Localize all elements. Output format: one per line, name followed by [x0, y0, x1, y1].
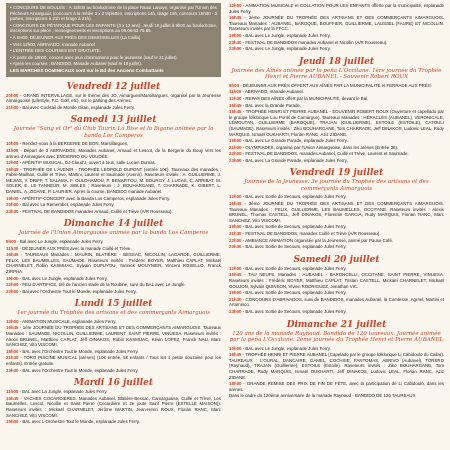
event-description: - FESTIVAL DE BANDIDOS, manades Aubanel, Cuillé et Trève, Laurent et Saumade.	[241, 151, 409, 157]
info-line	[10, 35, 217, 41]
event-description: - TROPHÉE HENRI ET PIERRE AUBANEL (Capelado par le groupe folklorique Li Cabidoulo du Cailar). TAUREAUX : L'OURAL, DANCAIRE, GAMEL, COCHISE, FANTOMAS, ABRIVO (Aubanel), TORERO (Raynaud), TRAJAN (Guillierme), ESTOILE (Estoile). Raseteurs invités : Ziko BOUHARGANE, Tom CHARRADE, Rudy MARQUIS, Ismaël OUKHARTI, Jeff DINAKOS, Ludovic LEAL, Florian RANC, Aziz ZIDANE.	[229, 352, 444, 380]
day-heading: Dimanche 14 juillet	[63, 219, 164, 230]
event-time: 21h00	[6, 104, 19, 110]
event-time: 19h00	[6, 195, 19, 201]
info-text: • Vers 12h00, ABRIVADO, manade Aubanel	[10, 41, 95, 47]
event-item	[6, 196, 221, 202]
event-item	[6, 276, 221, 282]
day-heading: Mardi 16 juillet	[74, 378, 153, 389]
event-time: 16h45	[229, 15, 242, 21]
event-description: - BAL avec Sortie de Secours, esplanade Jules Ferry.	[241, 224, 347, 230]
day-subtitle: 120 ans de la manade Raynaud. Bandido de 120 taureaux. Journée animée par la peña L'Occitane. 2ème journée du Trophée Henri et Pierre AUBANEL	[229, 330, 444, 344]
event-description: - FESTIVAL DE BANDIDOS manades Aubanel et Nicollin (A/R Rousseau).	[241, 39, 388, 45]
event-item	[6, 419, 221, 425]
event-time: 16h45	[229, 352, 242, 358]
event-item	[229, 46, 444, 52]
event-description: - BAL avec Sortie de Secours, esplanade Jules Ferry.	[241, 290, 347, 296]
event-time: 21h30	[6, 355, 19, 361]
day-heading: Lundi 15 juillet	[74, 299, 153, 310]
event-time: 19h00	[6, 419, 19, 425]
info-text: • À partir de 18h00, concert avec jeux d'animations pour le jeunesse (sauf le 21 juillet).	[10, 54, 178, 60]
event-description: - 2ème JOURNÉE DU TROPHÉE DES ARTISANS ET DES COMMERÇANTS AIMARGUOIS. Taureaux Manades : AUBANEL, BAROQUE, BOUFFIER, GUILLIERME, LAUSSEL (FAURE) ET NICOLLIN. Raseteurs invités par la FFCC.	[229, 15, 444, 32]
event-description: - BAL avec La Jungle, esplanade Jules Ferry.	[18, 389, 108, 395]
event-description: - GRANDE REMISE DES PRIX DE FIN DE FÊTE, avec la participation de Li Cabidoulo, dans les arènes.	[229, 381, 444, 392]
event-time: 21h30	[229, 231, 242, 237]
event-description: - BAL avec L'Orchestre Tout le Monde, esplanade Jules Ferry.	[18, 419, 141, 425]
event-description: - TORO PISCINE MUSICAL (arènes) (10€ entrée, 5€ enfants / Tous les 1 petite douzaine pour les enfants). Entrée gratuite.	[6, 355, 221, 366]
event-item	[229, 201, 444, 223]
day-heading: Samedi 13 juillet	[70, 115, 157, 126]
event-item	[229, 40, 444, 46]
event-item	[229, 194, 444, 200]
event-item	[229, 83, 444, 89]
event-description: - DÉJEUNER AUX PRÉS avec la manade Cuillé et Trève.	[18, 245, 132, 251]
event-description: - TROPHÉE DE L'AVENIR - TROPHÉE LEOPOLD DUPONT (entrée 10€). Taureaux des manades : Fabre-Mailhan, Cuillé et Trève, Martini, Laurent et Saumade (Avenir). Raseteurs invités : A. GUILLIERME, J. MEJIAS, Y. DRIFF, T. SALAMA, F. OULDHAMOU, P. BENAFITOU, M. BOURGY, J. LUCAS, C. ARRIBAT, M. SOLER, E. LE TANNEUR, M. SIBLES ; Raseteurs : J. BOUHARGANE, T. CHARRADE, K. GIBERT, L. DANIEL, A. ZIDANE, P. LAURIER. Après la course, BANDIDO manade Aubanel.	[6, 166, 221, 195]
event-description: - VACHES COCARDIERES. Manades Aubanel, Blatière-Bessac, Camarguaise, Cuillé et Trève, Les Baumelles, Lescot, Nicollin et Saint Pierre (Cocardière et 2e joute Saint Pierre (ESTELLE MAISON)). Raseteurs invités : Mickaël CHARNELET, Jérôme MARTIN, Jean-Henri ROUX, Florian RANC, Marc SANCHEZ, Vito VISCOMI.	[6, 395, 221, 418]
event-time: 23h00	[229, 46, 242, 52]
event-description: - BAL avec Sortie de Secours, esplanade Jules Ferry.	[241, 244, 347, 250]
program-column-left	[6, 3, 221, 450]
event-description: - TAUREAUX Manades : MAURIN, BLATIÈRE - BESSAC, NICOLLIN, LAGARDE, GUILLIERME, FELIX, LES BAUMELLES, SAUMADE. Raseteurs invités : Frédéric BOYER, Matthieu CAPLAT, Mickaël CHARNELET, Robin KASMIJAC, Sylvain DUPUYOU, Yannick MOUYNIER, Vincent ROSELLO, Franck ZIRPHA.	[6, 252, 221, 274]
event-time: 20h00	[6, 202, 19, 208]
event-time: 23h30	[6, 367, 19, 373]
info-box	[6, 3, 221, 77]
info-text: • CONCOURS DE BOULES : À 15h00 au boulodrome de la place Raoul Lanoye, organisé par l'Union des Pêcheurs Aimarguois (concours à la mêlée 3 x 2 triplettes, inscriptions 14h, tirage 15h, concours 15h30 - 3 parties, inscriptions à 21h et tirage à 21h).	[10, 5, 217, 22]
info-line	[10, 48, 217, 54]
info-text: • À 9H00, DÉJEUNER AUX PRÉS DES DEMOISELLES (La Cailla)	[10, 34, 141, 40]
event-time: 23h30	[229, 39, 242, 45]
event-time: 12h00	[6, 318, 19, 324]
event-item	[6, 105, 221, 111]
event-time: 10h00	[229, 345, 242, 351]
event-time: 11h00	[6, 389, 19, 395]
event-item	[6, 160, 221, 166]
event-item	[229, 346, 444, 352]
event-time: 12h30	[229, 95, 242, 101]
event-time: 23h30	[229, 244, 242, 250]
event-time: 23h30	[6, 208, 19, 214]
event-time: 9h00	[229, 82, 240, 88]
event-item	[6, 289, 221, 295]
event-item	[6, 389, 221, 395]
event-item	[6, 325, 221, 347]
event-time: 18h00	[229, 381, 242, 387]
event-item	[229, 224, 444, 230]
event-item	[229, 145, 444, 151]
event-description: - BAL avec l'Orchestre Tout le Monde, esplanade Jules Ferry.	[18, 367, 139, 373]
event-time: 16h45	[229, 272, 242, 278]
event-time: 19h00	[229, 290, 242, 296]
event-item	[229, 109, 444, 137]
event-item	[6, 93, 221, 104]
event-item	[6, 202, 221, 208]
event-item	[229, 3, 444, 14]
event-time: 22h00	[6, 282, 19, 288]
event-description: - REPAS DES AÎNÉS offert par la MUNICIPALITÉ, devant le Bal.	[241, 95, 369, 101]
event-time: 12h00	[229, 194, 242, 200]
event-description: - ANIMATION MUSICALE et COLLATION POUR LES ENFANTS offerte par la municipalité, esplanade Jules Ferry.	[229, 3, 444, 14]
event-time: 10h00	[6, 141, 19, 147]
event-item	[229, 266, 444, 272]
event-description: - Départ de 3 ABRIVADOS, Manades Aubanel, Arnaud et Lescot, de la Bergerie du Bouy vers les arènes d'Aimargues avec ENCIERRO OU VOUDÉE.	[6, 147, 221, 159]
event-item	[6, 239, 221, 245]
event-description: - Bal avec La Remember, esplanade Jules Ferry.	[18, 202, 115, 208]
day-subtitle: Journée des Aînés animée par la peña L'Occitane. 1ère journée du Trophée Henri et Pierre AUBANEL - Souvenir Robert ROUX	[231, 67, 442, 81]
event-item	[229, 238, 444, 244]
event-item	[6, 355, 221, 366]
event-time: 16h45	[229, 109, 242, 115]
event-description: - TROPHÉE HENRI ET PIERRE AUBANEL - SOUVENIR ROBERT ROUX (Ouverture et capellado par le groupe folklorique Lou Pontil de Camargue). Taureaux Manades : HÉRACLÈS (AUBANEL), VERONICALE, LÉMOUTAN, GUILLIERME (BAROQUE), TRAJAN (GUILLIERME), ESTOILE (ESTOILE), CATOULI (SAUMADE). Raseteurs invités : Ziko BOUHARGANE, Tom CHARRADE, Jeff DINAKOS, Ludovic LEAL, Rudy MARQUIS, Ismaël OUKHARTI, Florian RANC, Aziz ZIDANE.	[229, 109, 444, 137]
event-description: - BAL avec Le Jungle, esplanade Jules Ferry.	[241, 32, 331, 38]
event-item	[6, 246, 221, 252]
event-description: - FEU D'ARTIFICE, tiré de l'ancien stade de la Roubine, suivi du BAL avec Le Jungle.	[18, 282, 186, 288]
event-description: - 1ère JOURNÉE DU TROPHÉE DES ARTISANS ET DES COMMERÇANTS AIMARGUOIS. Taureaux Manades : SAUMADE, NICOLLIN, GUILLIERME, LAURENT, SAINT PIERRE, VINUESA. Raseteurs invités : Alexis BRUNEL, Matthieu CAPLAT, Jeff DINAKOS, Robin KASMIJAC, Kévin LOPEZ, Franck NAU, Marc SANCHEZ, Vito VISCOMI.	[6, 325, 221, 348]
event-item	[6, 282, 221, 288]
event-time: 16h45	[229, 201, 242, 207]
info-text: • Après les courses : BANDIDO, Manade Aubanel (sauf le 18 juillet).	[10, 61, 143, 67]
day-heading: Dimanche 21 juillet	[286, 319, 387, 330]
event-item	[6, 167, 221, 195]
day-heading: Samedi 20 juillet	[293, 254, 380, 265]
event-item	[229, 352, 444, 380]
info-line	[10, 55, 217, 61]
event-time: 11h00	[229, 89, 242, 95]
event-description: - BAL avec Sortie de Secours, esplanade Jules Ferry.	[241, 308, 347, 314]
event-description: - ANIMATION MUSICALE, esplanade Jules Ferry.	[18, 318, 117, 324]
event-description: - BAL avec Le Jungle, esplanade Jules Ferry.	[18, 275, 108, 281]
info-line	[10, 23, 217, 34]
day-subtitle: Journée de l'Union Aimarguoise animée par la banda Los Camperos	[18, 230, 209, 237]
event-item	[229, 244, 444, 250]
event-description: - FESTIVAL DE BANDIDOS manades Arnaud, Cuillé et Trève (A/R Rousseau).	[18, 208, 173, 214]
day-subtitle: 1er journée du Trophée des artisans et des commerçants Aimarguois	[16, 310, 211, 317]
event-time: 19h00	[229, 138, 242, 144]
event-item	[6, 319, 221, 325]
event-description: - BAL avec Sortie de Secours, esplanade Jules Ferry.	[241, 194, 347, 200]
event-description: - Bal avec Cocktail de Monde Gitan, esplanade Jules Ferry.	[18, 104, 136, 110]
info-text: • L'ENTRÉE DES COURSES EST GRATUITE.	[10, 48, 102, 54]
event-time: 22h00	[229, 237, 242, 243]
event-item	[229, 290, 444, 296]
event-description: - BAL avec Le Jungle, esplanade Jules Ferry.	[241, 345, 331, 351]
info-text: • CONCOURS DE PÉTANQUE POUR LES ENFANTS (3 x 12 ans). Jeudi 18 juillet à 9h00 au boulodrome, inscriptions sur place ; renseignements et inscriptions au 06.06.52.76.85.	[10, 22, 217, 34]
event-description: - APÉRITIF-CONCERT avec la Banda Los Camperos, esplanade Jules Ferry.	[18, 195, 171, 201]
event-description: - Bal avec l'Orchestre Tout le Monde, esplanade Jules Ferry.	[18, 288, 137, 294]
program-column-right	[229, 3, 444, 450]
event-item	[6, 148, 221, 159]
event-time: 19h00	[6, 275, 19, 281]
event-time: 16h45	[6, 166, 19, 172]
event-description: - DÉJEUNER AUX PRÉS OFFERT AUX AÎNÉS PAR LA MUNICIPALITÉ et FERRADE AUX PRÉS.	[239, 82, 432, 88]
day-heading: Jeudi 18 juillet	[299, 56, 374, 67]
event-item	[229, 15, 444, 32]
info-text: LES MARCHÉS DOMINICAUX sont sur le Bd des Anciens Combattants	[10, 67, 164, 73]
event-time: 12h00	[6, 160, 19, 166]
event-description: - BAL avec Le Jungle, esplanade Jules Ferry.	[241, 46, 331, 52]
event-item	[229, 231, 444, 237]
event-description: - AMBIANCE ANIMATION organisée par la Jeunesse, animé par Pause Café.	[241, 237, 394, 243]
event-description: - Rendez-vous à la BERGERIE DE BON, Marsillargues.	[18, 141, 129, 147]
event-description: - BAL avec Sortie de Secours, esplanade Jules Ferry.	[241, 265, 347, 271]
info-line	[10, 42, 217, 48]
event-time: 19h00	[6, 348, 19, 354]
event-description: - Bal avec Le Jungle, esplanade Jules Ferry.	[16, 238, 104, 244]
event-time: 9h00	[6, 238, 17, 244]
event-item	[6, 349, 221, 355]
event-time: 21h00	[229, 144, 242, 150]
event-item	[229, 96, 444, 102]
event-item	[229, 272, 444, 289]
day-heading: Vendredi 19 juillet	[289, 168, 384, 179]
event-time: 12h00	[229, 3, 242, 8]
event-time: 22h00	[229, 151, 242, 157]
event-item	[6, 252, 221, 274]
event-description: - BAL avec La Grande Parade, esplanade Jules Ferry.	[241, 157, 348, 163]
event-item	[229, 138, 444, 144]
event-item	[229, 103, 444, 109]
event-description: - BAL avec Le Grande Parade, esplanade Jules Ferry.	[241, 138, 348, 144]
event-time: 21h30	[229, 296, 242, 302]
event-item	[229, 309, 444, 315]
event-description: - BAL avec la Grande Parade.	[241, 102, 302, 108]
day-heading: Vendredi 12 juillet	[66, 81, 161, 92]
event-time: 20h00	[6, 92, 19, 98]
event-item	[6, 209, 221, 215]
event-item	[229, 297, 444, 308]
event-item	[229, 158, 444, 164]
event-item	[229, 393, 444, 399]
event-item	[229, 151, 444, 157]
event-description: - ABRIVADO, manade Aubanel.	[241, 89, 304, 95]
event-description: - 3ème JOURNÉE DU TROPHÉE DES ARTISANS ET DES COMMERÇANTS AIMARGUOIS. Taureaux Manades : FELIX, GUILLIERME, LES BAUMELLES, OCCITANE. Raseteurs invités : Alexis BRUNEL, Thomas CASTELL, Jeff DINAKOS, Florentin GARCIA, Rudy MARQUIS, Florian RANC, Marc SANCHEZ, Vito VISCOMI.	[229, 201, 444, 223]
event-description: - BAL avec l'Orchestre Tout le Monde, esplanade Jules Ferry.	[18, 348, 139, 354]
event-time: 16h45	[6, 252, 19, 258]
event-description: - FESTIVAL DE BANDIDOS, manades Cuillé et Trève (A/R Rousseau).	[241, 231, 381, 237]
event-item	[6, 141, 221, 147]
event-time: 19h00	[229, 224, 242, 230]
event-time: 23h00	[229, 308, 242, 314]
day-subtitle: Journée de la Jeunesse. 3e journée du Trophée des artisans et des commerçants Aimarguois	[244, 179, 429, 192]
event-time: 19h00	[229, 32, 242, 38]
info-line	[10, 61, 217, 67]
event-time: 12h00	[229, 265, 242, 271]
event-time: 16h45	[229, 102, 242, 108]
event-description: - OLYMPIADES, organisé par l'Union Aimarguoise, dans les arènes (Entrée 3€).	[241, 144, 399, 150]
event-time: 23h00	[6, 288, 19, 294]
event-description: - CONCOURS D'ABRIVADOS, suivi de BANDIDOS, manades Aubanel, la Comtesse, Agrnel, Martini et Artaminco.	[229, 296, 444, 308]
event-description: - TAU NEUFS. Manades : AUBANEL - BARONCELLI, OCCITANE, SAINT PIERRE, VINUESA. Raseteurs invités : Frédéric BOYER, Matthieu CAPLAT, Tristan CASTELL, Mickaël CHARNELET, Mickaël GOUJON, Sylvain QUINSON, Vivien RODRIGUEZ, Jonathan VIC.	[229, 272, 444, 289]
event-time: 16h45	[6, 325, 19, 331]
event-time: 15h45	[6, 395, 19, 401]
day-subtitle: Journée "Sang et Or" du Club Taurin La Bise et la Bigane animée par la banda Los Camperos	[13, 126, 214, 139]
event-description: Dans le cadre du 120ème anniversaire de la manade Raynaud - BANDIDO DE 120 TAUREAUX	[229, 393, 416, 399]
event-item	[229, 381, 444, 392]
event-description: - GRAND INTERVILLAGE, sur le thème des JO, Aimargues/Marsillargues, organisé par la Jeunesse Aimarguoise (Lifestyle, F.C. Golf, etc), sur le parking des Arènes.	[6, 92, 221, 104]
event-item	[6, 396, 221, 418]
event-time: 23h00	[229, 157, 242, 163]
event-time: 11h00	[6, 147, 19, 153]
info-line	[10, 5, 217, 22]
event-description: - APÉRITIF MUSICAL, DJ Claud'J, ouvert à tous, salle Lucien Dumas.	[18, 160, 156, 166]
event-item	[229, 33, 444, 39]
event-item	[229, 89, 444, 95]
event-item	[6, 368, 221, 374]
info-line	[10, 68, 217, 74]
event-time: 11h30	[6, 245, 19, 251]
